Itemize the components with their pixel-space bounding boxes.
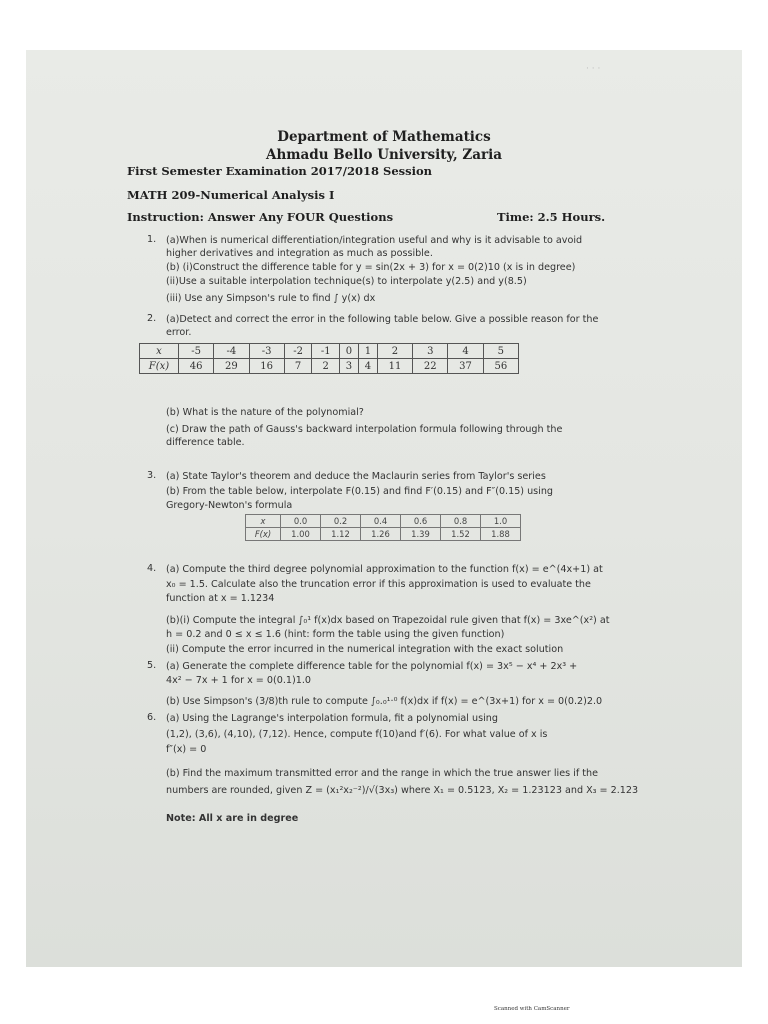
- table-cell: -5: [179, 344, 214, 359]
- table-cell: -1: [312, 344, 340, 359]
- table-cell: 2: [312, 359, 340, 374]
- q1-b-iii: (iii) Use any Simpson's rule to find ∫ y(x) dx: [166, 293, 376, 304]
- university-title: Ahmadu Bello University, Zaria: [265, 147, 502, 163]
- table-cell: 5: [483, 344, 518, 359]
- table-row: [140, 344, 519, 359]
- q2-a-line1: (a)Detect and correct the error in the following table below. Give a possible reason for the: [166, 314, 599, 325]
- table-cell: 1.88: [481, 528, 521, 541]
- q4-a-line3: function at x = 1.1234: [166, 593, 275, 604]
- q2-data-table: [139, 343, 519, 374]
- table-cell: 1: [358, 344, 377, 359]
- q1-b-i: (b) (i)Construct the difference table for y = sin(2x + 3) for x = 0(2)10 (x is in degree): [166, 262, 576, 273]
- table-cell: 2: [377, 344, 412, 359]
- scanner-watermark: Scanned with CamScanner: [494, 1006, 570, 1012]
- fx-header-cell: F(x): [140, 359, 179, 374]
- q1-b-ii: (ii)Use a suitable interpolation technique(s) to interpolate y(2.5) and y(8.5): [166, 276, 527, 287]
- table-cell: 0.6: [401, 515, 441, 528]
- table-cell: 0: [339, 344, 358, 359]
- table-cell: -3: [249, 344, 284, 359]
- table-cell: 1.26: [361, 528, 401, 541]
- table-cell: 0.4: [361, 515, 401, 528]
- table-cell: 16: [249, 359, 284, 374]
- q4-b-ii: (ii) Compute the error incurred in the numerical integration with the exact solution: [166, 644, 564, 655]
- question-number: 2.: [147, 313, 157, 324]
- table-cell: 3: [339, 359, 358, 374]
- q1-a-line2: higher derivatives and integration as much as possible.: [166, 248, 433, 259]
- q4-a-line1: (a) Compute the third degree polynomial approximation to the function f(x) = e^(4x+1) at: [166, 564, 603, 575]
- fx-header-cell: F(x): [246, 528, 281, 541]
- q2-c-line2: difference table.: [166, 437, 245, 448]
- q5-a-line2: 4x² − 7x + 1 for x = 0(0.1)1.0: [166, 675, 311, 686]
- q2-a-line2: error.: [166, 327, 192, 338]
- table-cell: -2: [284, 344, 312, 359]
- table-cell: 1.39: [401, 528, 441, 541]
- table-cell: 37: [448, 359, 483, 374]
- x-header-cell: x: [246, 515, 281, 528]
- table-cell: 4: [448, 344, 483, 359]
- course-title: MATH 209-Numerical Analysis I: [127, 188, 335, 202]
- q6-a-line1: (a) Using the Lagrange's interpolation formula, fit a polynomial using: [166, 713, 498, 724]
- table-cell: 1.0: [481, 515, 521, 528]
- x-header-cell: x: [140, 344, 179, 359]
- table-cell: 11: [377, 359, 412, 374]
- q2-b: (b) What is the nature of the polynomial?: [166, 407, 364, 418]
- question-number: 1.: [147, 234, 157, 245]
- table-cell: 0.8: [441, 515, 481, 528]
- bleed-through-text: · · ·: [586, 64, 601, 74]
- q3-data-table: [245, 514, 521, 541]
- q2-c-line1: (c) Draw the path of Gauss's backward interpolation formula following through the: [166, 424, 563, 435]
- exam-duration: Time: 2.5 Hours.: [497, 210, 606, 224]
- instruction: Instruction: Answer Any FOUR Questions: [127, 210, 394, 224]
- table-cell: 46: [179, 359, 214, 374]
- q5-b: (b) Use Simpson's (3/8)th rule to compute ∫₀.₀¹·⁰ f(x)dx if f(x) = e^(3x+1) for x = 0(0.2)2.0: [166, 696, 603, 707]
- q4-a-line2: x₀ = 1.5. Calculate also the truncation error if this approximation is used to evaluate the: [166, 579, 591, 590]
- q6-b-line2: numbers are rounded, given Z = (x₁²x₂⁻²)/√(3x₃) where X₁ = 0.5123, X₂ = 1.23123 and X₃ = 2.123: [166, 785, 639, 796]
- question-number: 4.: [147, 563, 157, 574]
- q3-a: (a) State Taylor's theorem and deduce the Maclaurin series from Taylor's series: [166, 471, 546, 482]
- q3-b-line2: Gregory-Newton's formula: [166, 500, 293, 511]
- table-cell: 1.00: [281, 528, 321, 541]
- q4-b-line1: (b)(i) Compute the integral ∫₀¹ f(x)dx based on Trapezoidal rule given that f(x) = 3xe^(x²) at: [166, 615, 610, 626]
- table-cell: 1.12: [321, 528, 361, 541]
- table-cell: 4: [358, 359, 377, 374]
- note: Note: All x are in degree: [166, 813, 299, 824]
- question-number: 6.: [147, 712, 157, 723]
- question-number: 3.: [147, 470, 157, 481]
- table-row: [246, 528, 521, 541]
- table-row: [140, 359, 519, 374]
- table-cell: 0.0: [281, 515, 321, 528]
- table-cell: 56: [483, 359, 518, 374]
- table-cell: -4: [214, 344, 249, 359]
- q3-b-line1: (b) From the table below, interpolate F(0.15) and find F′(0.15) and F″(0.15) using: [166, 486, 554, 497]
- q5-a-line1: (a) Generate the complete difference table for the polynomial f(x) = 3x⁵ − x⁴ + 2x³ +: [166, 661, 578, 672]
- table-cell: 7: [284, 359, 312, 374]
- table-cell: 3: [413, 344, 448, 359]
- table-cell: 22: [413, 359, 448, 374]
- q1-a-line1: (a)When is numerical differentiation/integration useful and why is it advisable to avoid: [166, 235, 583, 246]
- q4-b-line2: h = 0.2 and 0 ≤ x ≤ 1.6 (hint: form the table using the given function): [166, 629, 505, 640]
- table-cell: 1.52: [441, 528, 481, 541]
- q6-a-line2: (1,2), (3,6), (4,10), (7,12). Hence, compute f(10)and f′(6). For what value of x is: [166, 729, 548, 740]
- exam-session: First Semester Examination 2017/2018 Session: [127, 164, 432, 178]
- q6-b-line1: (b) Find the maximum transmitted error and the range in which the true answer lies if the: [166, 768, 599, 779]
- department-title: Department of Mathematics: [277, 129, 491, 145]
- table-cell: 0.2: [321, 515, 361, 528]
- table-cell: 29: [214, 359, 249, 374]
- question-number: 5.: [147, 660, 157, 671]
- table-row: [246, 515, 521, 528]
- q6-a-line3: f″(x) = 0: [166, 744, 207, 755]
